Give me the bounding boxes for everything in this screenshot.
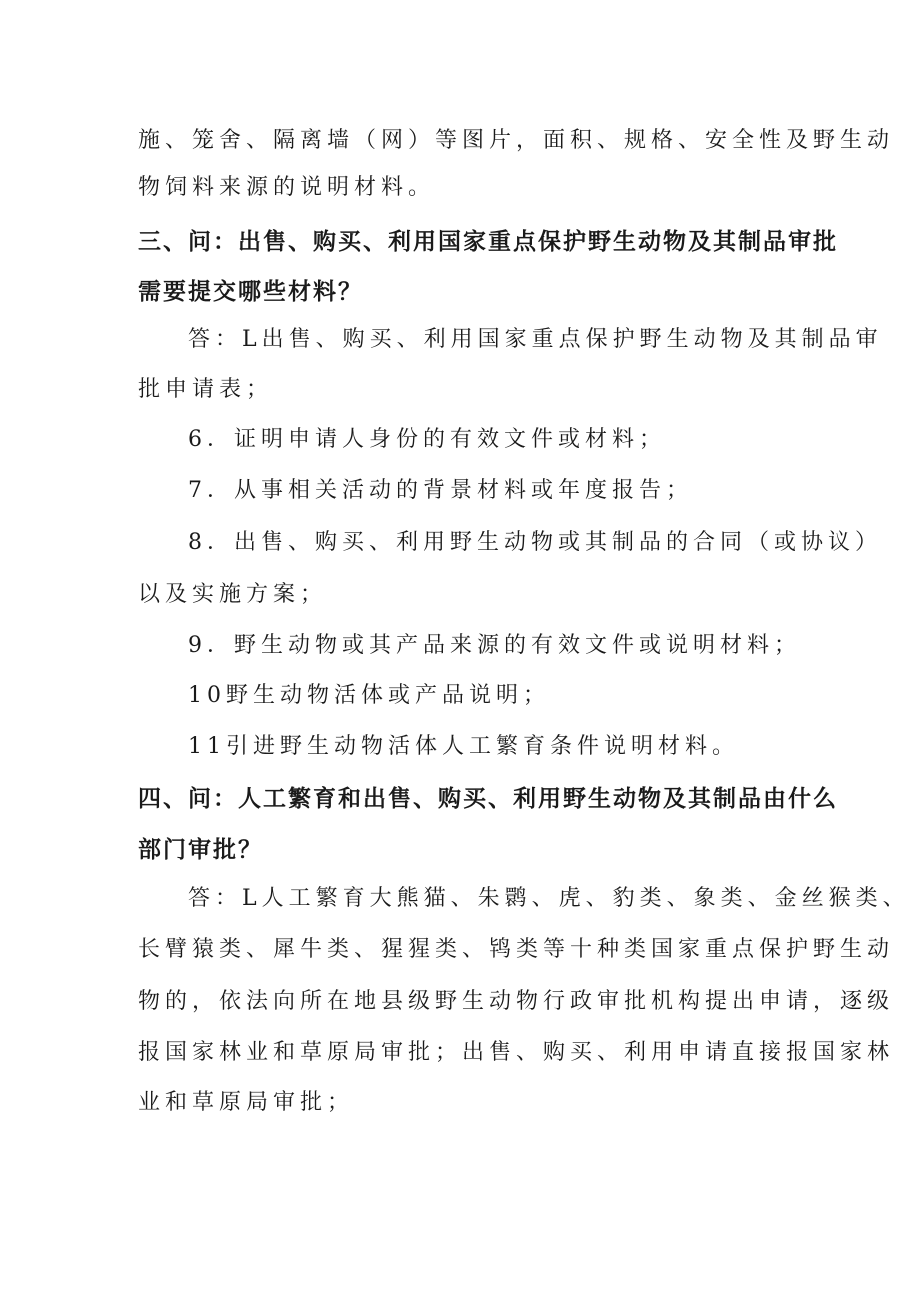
section-heading: 四、问：人工繁育和出售、购买、利用野生动物及其制品由什么 <box>138 786 838 812</box>
list-item: 7．从事相关活动的背景材料或年度报告； <box>188 478 693 503</box>
answer-line: 长臂猿类、犀牛类、猩猩类、鸨类等十种类国家重点保护野生动 <box>138 937 895 962</box>
answer-line: 物的，依法向所在地县级野生动物行政审批机构提出申请，逐级 <box>138 989 895 1014</box>
paragraph-line: 物饲料来源的说明材料。 <box>138 175 436 200</box>
list-item: 11引进野生动物活体人工繁育条件说明材料。 <box>188 734 739 759</box>
answer-line: 报国家林业和草原局审批；出售、购买、利用申请直接报国家林 <box>138 1040 895 1065</box>
answer-line: 答：L人工繁育大熊猫、朱鹮、虎、豹类、象类、金丝猴类、 <box>188 886 910 911</box>
answer-line: 业和草原局审批； <box>138 1090 355 1115</box>
list-item: 8．出售、购买、利用野生动物或其制品的合同（或协议） <box>188 530 882 555</box>
paragraph-line: 施、笼舍、隔离墙（网）等图片，面积、规格、安全性及野生动 <box>138 128 895 153</box>
list-item: 6．证明申请人身份的有效文件或材料； <box>188 427 666 452</box>
list-item: 以及实施方案； <box>138 582 328 607</box>
section-heading: 三、问：出售、购买、利用国家重点保护野生动物及其制品审批 <box>138 229 838 255</box>
section-heading: 部门审批？ <box>138 837 263 863</box>
list-item: 9．野生动物或其产品来源的有效文件或说明材料； <box>188 633 801 658</box>
answer-line: 批申请表； <box>138 377 274 402</box>
section-heading: 需要提交哪些材料？ <box>138 279 363 305</box>
list-item: 10野生动物活体或产品说明； <box>188 683 550 708</box>
answer-line: 答：L出售、购买、利用国家重点保护野生动物及其制品审 <box>188 327 883 352</box>
